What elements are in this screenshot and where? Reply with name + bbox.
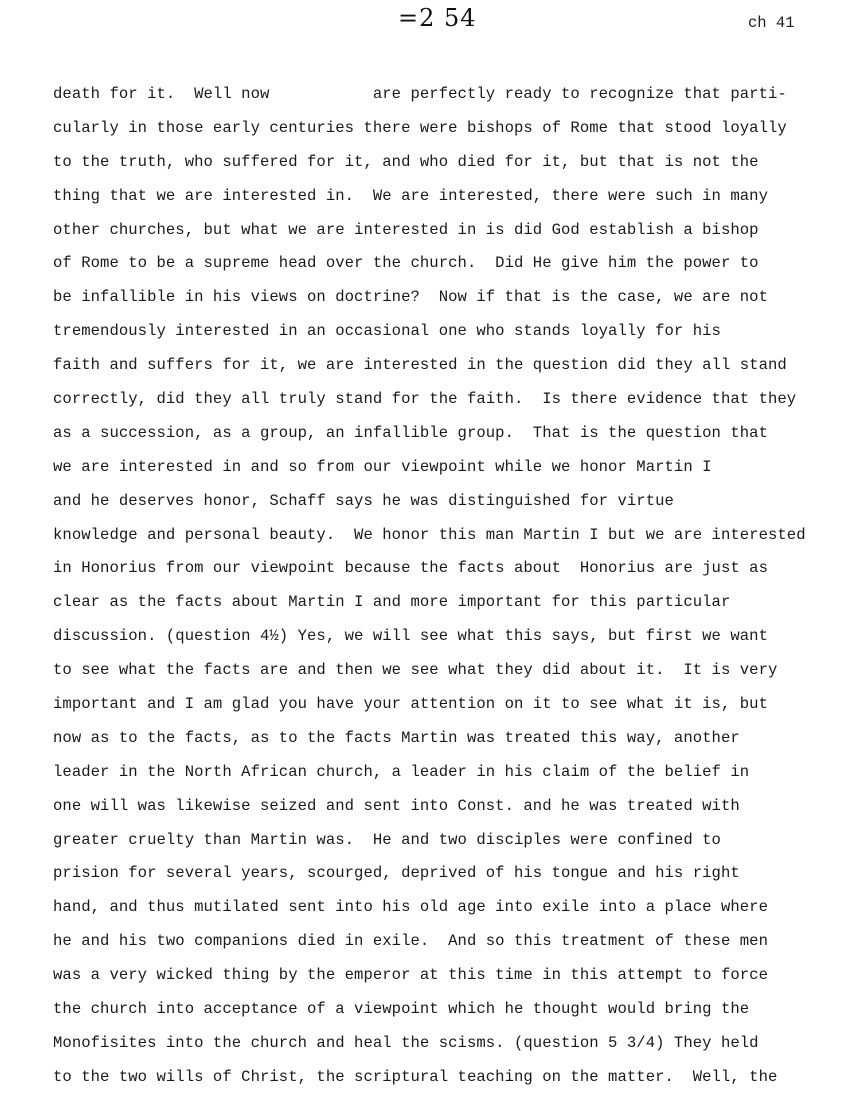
text-line: in Honorius from our viewpoint because the facts about Honorius are just as xyxy=(53,559,768,578)
text-line: other churches, but what we are interested in is did God establish a bishop xyxy=(53,220,759,239)
text-line: to the two wills of Christ, the scriptural teaching on the matter. Well, the xyxy=(53,1067,778,1086)
text-line: death for it. Well now are perfectly ready to recognize that parti- xyxy=(53,85,787,103)
chapter-reference: ch 41 xyxy=(748,14,795,32)
text-line: one will was likewise seized and sent into Const. and he was treated with xyxy=(53,796,740,815)
text-line: discussion. (question 4½) Yes, we will see what this says, but first we want xyxy=(53,627,768,646)
text-line: correctly, did they all truly stand for the faith. Is there evidence that they xyxy=(53,390,797,409)
text-line: to the truth, who suffered for it, and who died for it, but that is not the xyxy=(53,152,759,171)
text-line: faith and suffers for it, we are interested in the question did they all stand xyxy=(53,356,787,375)
text-line: and he deserves honor, Schaff says he was distinguished for virtue xyxy=(53,491,674,510)
text-line: knowledge and personal beauty. We honor this man Martin I but we are interested xyxy=(53,525,806,544)
text-line: important and I am glad you have your attention on it to see what it is, but xyxy=(53,695,768,714)
text-line: Monofisites into the church and heal the scisms. (question 5 3/4) They held xyxy=(53,1033,759,1052)
text-line: we are interested in and so from our viewpoint while we honor Martin I xyxy=(53,457,712,476)
text-line: clear as the facts about Martin I and more important for this particular xyxy=(53,593,731,612)
text-line: thing that we are interested in. We are interested, there were such in many xyxy=(53,186,768,205)
text-line: cularly in those early centuries there were bishops of Rome that stood loyally xyxy=(53,118,787,137)
text-line: to see what the facts are and then we see what they did about it. It is very xyxy=(53,661,778,680)
text-line: was a very wicked thing by the emperor at this time in this attempt to force xyxy=(53,966,768,985)
text-line: of Rome to be a supreme head over the church. Did He give him the power to xyxy=(53,254,759,273)
handwritten-page-number: =2 54 xyxy=(398,4,477,32)
text-line: prision for several years, scourged, deprived of his tongue and his right xyxy=(53,864,740,883)
text-line: greater cruelty than Martin was. He and two disciples were confined to xyxy=(53,830,721,849)
text-line: he and his two companions died in exile. And so this treatment of these men xyxy=(53,932,768,951)
text-line: the church into acceptance of a viewpoint which he thought would bring the xyxy=(53,1000,750,1019)
text-line: as a succession, as a group, an infallible group. That is the question that xyxy=(53,423,768,442)
text-line: leader in the North African church, a leader in his claim of the belief in xyxy=(53,762,750,781)
text-line: now as to the facts, as to the facts Martin was treated this way, another xyxy=(53,728,740,747)
typed-body-text xyxy=(53,82,853,1099)
text-line: hand, and thus mutilated sent into his old age into exile into a place where xyxy=(53,898,768,917)
text-line: tremendously interested in an occasional one who stands loyally for his xyxy=(53,322,721,341)
text-line: be infallible in his views on doctrine? Now if that is the case, we are not xyxy=(53,288,768,307)
